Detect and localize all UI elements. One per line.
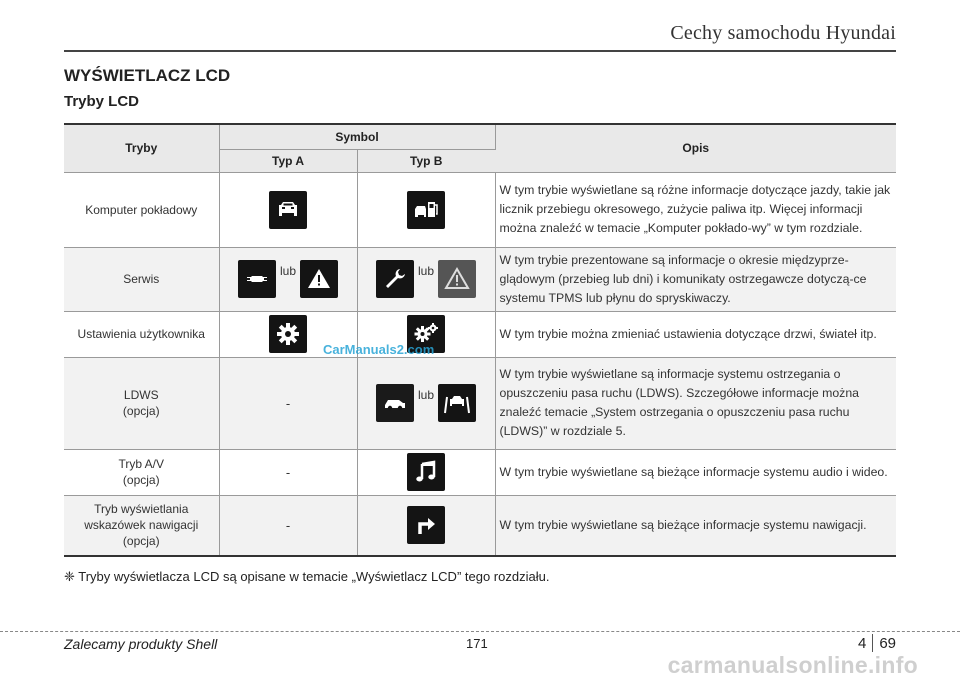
table-row — [64, 311, 896, 357]
section-subtitle: Tryby LCD — [64, 93, 140, 110]
warning-triangle-icon — [300, 260, 338, 298]
table-row — [64, 357, 896, 449]
header-symbol: Symbol — [219, 124, 495, 149]
header-type-a: Typ A — [219, 149, 357, 172]
watermark-overlay: CarManuals2.com — [323, 342, 435, 357]
mode-name: LDWS — [123, 388, 159, 402]
mode-option: (opcja) — [122, 534, 160, 549]
table-row — [64, 172, 896, 247]
table-row — [64, 449, 896, 495]
mode-description: W tym trybie można zmieniać ustawienia dotyczące drzwi, świateł itp. — [495, 311, 896, 357]
mode-description: W tym trybie prezentowane są informacje o okresie międzyprze-glądowym (przebieg lub dni) i komunikaty ostrzegawcze dotyczą-ce systemu TPMS lub płynu do spryskiwaczy. — [495, 247, 896, 311]
mode-description: W tym trybie wyświetlane są bieżące informacje systemu nawigacji. — [495, 495, 896, 556]
mode-name-cont: wskazówek nawigacji — [84, 518, 199, 533]
or-label: lub — [279, 264, 296, 278]
mode-name: Tryb wyświetlania — [94, 502, 189, 517]
table-row — [64, 247, 896, 311]
car-icon — [376, 384, 414, 422]
gear-icon — [269, 315, 307, 353]
music-note-icon — [407, 453, 445, 491]
header-type-b: Typ B — [357, 149, 495, 172]
no-symbol: - — [219, 357, 357, 449]
section-title: WYŚWIETLACZ LCD — [64, 66, 231, 85]
warning-triangle-icon — [438, 260, 476, 298]
car-fuel-pump-icon — [407, 191, 445, 229]
car-lane-icon — [438, 384, 476, 422]
lcd-modes-table — [64, 123, 896, 557]
footer-divider — [0, 631, 960, 632]
site-watermark: carmanualsonline.info — [667, 652, 918, 678]
mode-name: Serwis — [64, 247, 219, 311]
mode-description: W tym trybie wyświetlane są bieżące informacje systemu audio i wideo. — [495, 449, 896, 495]
mode-option: (opcja) — [122, 473, 160, 487]
car-icon — [269, 191, 307, 229]
mode-name: Ustawienia użytkownika — [64, 311, 219, 357]
wrench-icon — [376, 260, 414, 298]
header-divider — [64, 50, 896, 52]
page-header-title: Cechy samochodu Hyundai — [670, 22, 896, 44]
chapter-page: 69 — [879, 634, 896, 652]
chapter-divider — [872, 634, 873, 652]
no-symbol: - — [219, 449, 357, 495]
no-symbol: - — [219, 495, 357, 556]
header-modes: Tryby — [64, 124, 219, 172]
mode-name: Komputer pokładowy — [64, 172, 219, 247]
mode-name: Tryb A/V — [118, 457, 165, 471]
header-description: Opis — [495, 124, 896, 172]
or-label: lub — [417, 388, 434, 402]
footer-chapter-page — [858, 634, 896, 652]
mode-option: (opcja) — [122, 404, 160, 418]
or-label: lub — [417, 264, 434, 278]
footnote: ❈ Tryby wyświetlacza LCD są opisane w temacie „Wyświetlacz LCD” tego rozdziału. — [64, 569, 550, 584]
footer-page-number: 171 — [466, 636, 488, 651]
chapter-number: 4 — [857, 634, 867, 652]
turn-right-arrow-icon — [407, 506, 445, 544]
mode-description: W tym trybie wyświetlane są różne informacje dotyczące jazdy, takie jak licznik przebiegu okresowego, zużycie paliwa itp. Więcej informacji można znaleźć w temacie „Komputer pokłado-wy” w tym rozdziale. — [495, 172, 896, 247]
wrench-icon — [238, 260, 276, 298]
mode-description: W tym trybie wyświetlane są informacje systemu ostrzegania o opuszczeniu pasa ruchu (LDWS). Szczegółowe informacje można znaleźć temacie „System ostrzegania o opuszczeniu pasa ruchu (LDWS)” w rozdziale 5. — [495, 357, 896, 449]
table-row — [64, 495, 896, 556]
footer-slogan: Zalecamy produkty Shell — [64, 636, 218, 652]
